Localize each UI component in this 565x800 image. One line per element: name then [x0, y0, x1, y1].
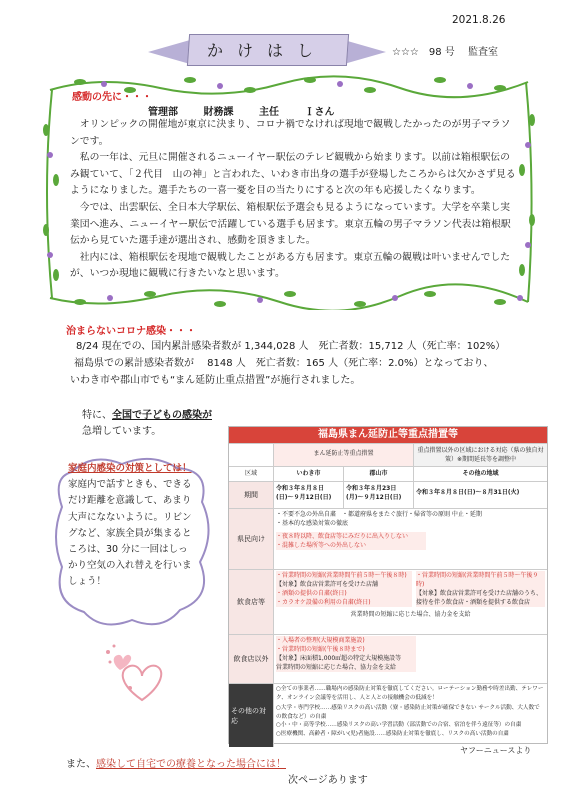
kids-suffix: 急増しています。	[82, 425, 162, 437]
area-iwaki: いわき市	[273, 467, 343, 481]
article-paragraph: 今では、出雲駅伝、全日本大学駅伝、箱根駅伝予選会も見るようになっています。大学を卒業し実業団へ進み、ニューイヤー駅伝で活躍している選手も居ます。東京五輪の男子マラソン代表は箱根駅伝から見ていた選手達が選出され、感動を頂きました。	[70, 201, 511, 247]
nonfood-item: 営業時間の短縮に応じた場合、協力金を支給	[276, 664, 397, 671]
issue-number: ☆☆☆ 98 号 監査室	[392, 47, 498, 58]
banner-ribbon-right	[344, 40, 386, 64]
period-iwaki: 令和３年８月８日(日)〜９月12日(日)	[273, 482, 343, 508]
area-koriyama: 郡山市	[343, 467, 413, 481]
stats-fukushima: 福島県での累計感染者数が 8148 人 死亡者数：165 人（死亡率：2.0%）となっており、	[74, 358, 494, 369]
food-item: ・営業時間の短縮(営業時間午前５時〜午後８時)	[276, 572, 407, 579]
col-header-priority: まん延防止等重点措置	[273, 444, 413, 466]
author-dept: 管理部	[148, 107, 178, 118]
footer-highlight: 感染して自宅での療養となった場合には！	[96, 759, 286, 770]
col-header-other: 重点措置以外の区域における対応（県の独自対策）※期間延長等を調整中	[413, 444, 547, 466]
next-page-note: 次ページあります	[288, 775, 368, 786]
others-item: ○大学・専門学校……感染リスクの高い活動（寮・感染防止対策が確保できない サークル活動、大人数での飲食など）の自粛	[276, 705, 540, 720]
residents-item: ・不要不急の外出自粛 ・都道府県をまたぐ旅行・帰省等の原則 中止・延期	[276, 511, 482, 518]
row-header-period: 期間	[229, 482, 273, 508]
footer-home-care	[66, 755, 286, 770]
author-line	[148, 103, 356, 118]
others-item: ○医療機関、高齢者・障がい(児)者施設……感染防止対策を徹底し、リスクの高い活動の自粛	[276, 730, 509, 737]
stats-cities: いわき市や郡山市でも“まん延防止重点措置”が施行されました。	[70, 375, 361, 386]
source-credit: ヤフーニュースより	[460, 746, 532, 755]
nonfood-item: ・営業時間の短縮(午後８時まで)	[276, 646, 365, 653]
issue-date: 2021.8.26	[452, 14, 506, 26]
residents-item: ・基本的な感染対策の徹底	[276, 520, 349, 527]
section-title-covid: 治まらないコロナ感染・・・	[66, 326, 196, 337]
article-paragraph: 社内には、箱根駅伝を現地で観戦したことがある方も居ます。東京五輪の観戦は叶いませんでしたが、いつか現地に観戦に行きたいなと思います。	[70, 251, 511, 280]
row-header-residents: 県民向け	[229, 509, 273, 569]
measures-table	[228, 426, 548, 744]
row-header-others: その他の対応	[229, 684, 273, 747]
kids-notice	[82, 408, 212, 439]
footer-prefix: また、	[66, 759, 96, 770]
stats-national: 8/24 現在での、国内累計感染者数が 1,344,028 人 死亡者数：15,712 人（死亡率：102%）	[76, 341, 506, 352]
newsletter-title: かけはし	[206, 41, 327, 60]
author-name: Ｉさん	[304, 107, 335, 118]
article-paragraph: 私の一年は、元旦に開催されるニューイヤー駅伝のテレビ観戦から始まります。以前は箱根駅伝のみ観ていて、「２代目 山の神」と言われた、いわき市出身の選手が登場したころからは欠かさず見るようになりました。選手たちの一喜一憂を目の当たりにすると次の年も応援したくなります。	[70, 152, 516, 197]
article-paragraph: オリンピックの開催地が東京に決まり、コロナ禍でなければ現地で観戦したかったのが男子マラソンです。	[70, 119, 511, 147]
section-title-marathon: 感動の先に・・・	[72, 92, 152, 103]
others-item: ○小・中・高等学校……感染リスクの高い学習活動（部活動での合宿、宿泊を伴う遠征等）の自粛	[276, 722, 522, 728]
area-other: その他の地域	[413, 467, 547, 481]
food-item: 【対象】飲食店営業許可を受けた店舗のうち、接待を伴う飲食店・酒類を提供する飲食店	[416, 590, 543, 606]
food-item: 【対象】飲食店営業許可を受けた店舗	[276, 581, 379, 588]
marathon-article	[70, 117, 518, 283]
period-other: 令和３年８月８日(日)〜８月31日(火)	[413, 482, 547, 508]
food-subsidy: 営業時間の短縮に応じた場合、協力金を支給	[350, 611, 471, 618]
residents-item: ・夜８時以降、飲食店等にみだりに出入りしない	[276, 532, 426, 541]
nonfood-item: ・入場者の整理(大規模商業施設)	[276, 637, 365, 644]
hearts-illustration	[100, 640, 180, 720]
residents-item: ・混雑した場所等への外出しない	[276, 541, 426, 550]
food-item: ・カラオケ設備の利用の自粛(終日)	[276, 599, 371, 606]
tips-heading: 家庭内感染の対策としては！	[68, 463, 192, 474]
author-role: 主任	[258, 107, 279, 118]
food-item: ・酒類の提供の自粛(終日)	[276, 590, 347, 597]
others-item: ○全ての事業者……職場内の感染防止対策を徹底してください。ローテーション勤務や時差出勤、テレワーク、オンライン会議等を活用し、人と人との接触機会の低減を！	[276, 686, 544, 701]
row-header-non-restaurants: 飲食店以外	[229, 635, 273, 683]
table-title: 福島県まん延防止等重点措置等	[229, 427, 547, 443]
covid-stats	[66, 338, 536, 389]
food-item: ・営業時間の短縮(営業時間午前５時〜午後９時)	[416, 572, 539, 588]
row-header-area: 区域	[244, 470, 257, 477]
banner-ribbon-left	[148, 40, 190, 64]
tips-body: 家庭内で話すときも、できるだけ距離を意識して、あまり大声になないように。リビングなど、家族全員が集まるところは、30 分に一回はしっかり空気の入れ替えを行いましょう！	[68, 479, 192, 588]
nonfood-item: 【対象】床面積1,000㎡超の特定大規模施設等	[276, 655, 402, 662]
kids-highlight: 全国で子どもの感染が	[112, 410, 212, 421]
home-infection-tips	[68, 461, 196, 591]
row-header-restaurants: 飲食店等	[229, 570, 273, 634]
kids-prefix: 特に、	[82, 410, 112, 421]
period-koriyama: 令和３年８月23日(月)〜９月12日(日)	[343, 482, 413, 508]
author-division: 財務課	[203, 107, 234, 118]
